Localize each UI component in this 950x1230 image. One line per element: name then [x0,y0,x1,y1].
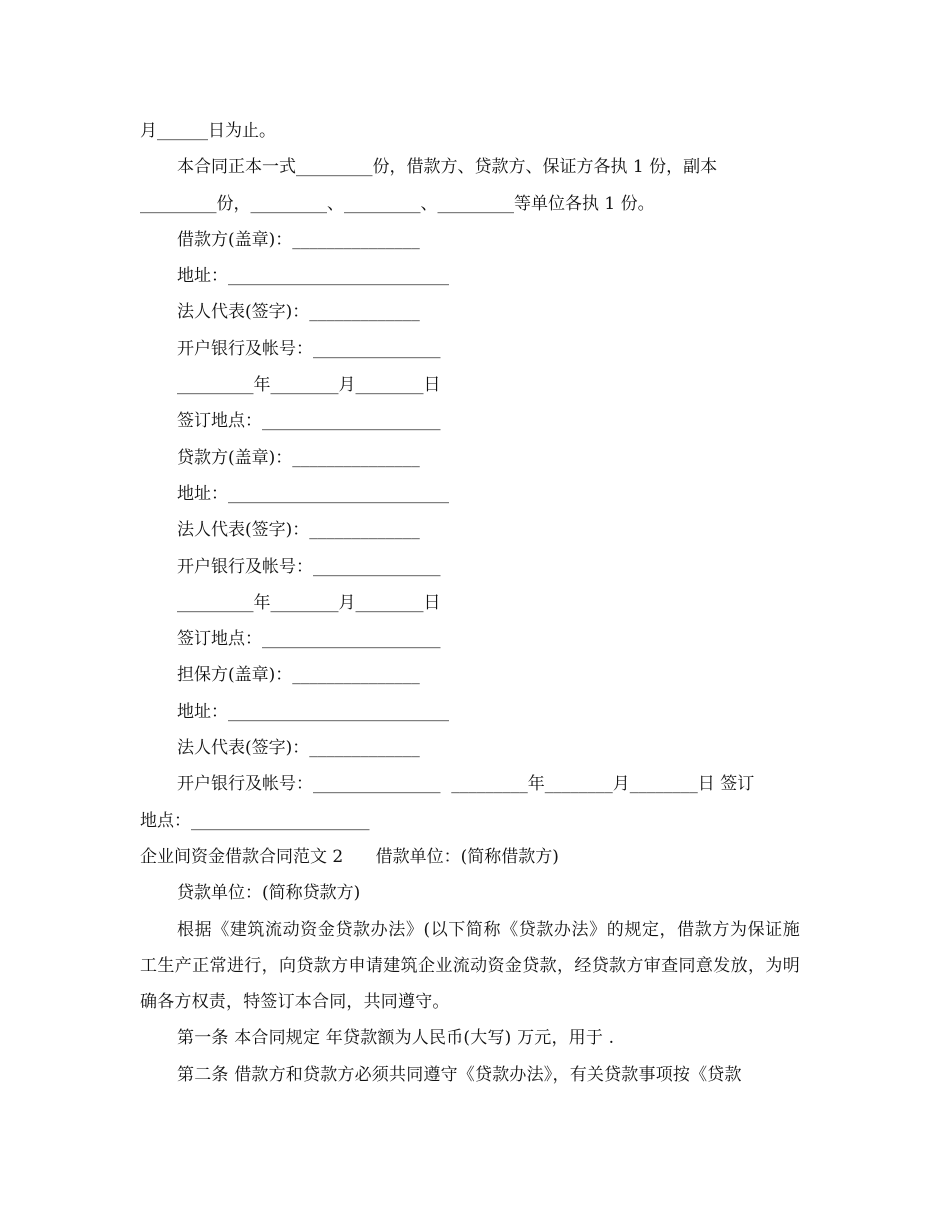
borrower-bank-account: 开户银行及帐号：_______________ [177,338,441,359]
guarantor-bank-account-date: 开户银行及帐号：_______________ _________年________月________日 签订 [177,774,755,795]
guarantor-address: 地址：__________________________ [177,701,449,722]
paragraph-article-2: 第二条 借款方和贷款方必须共同遵守《贷款办法》，有关贷款事项按《贷款 [177,1064,742,1085]
borrower-sign-place: 签订地点：_____________________ [177,411,441,432]
text-line-copies: 本合同正本一式_________份，借款方、贷款方、保证方各执 1 份，副本 [177,157,718,178]
paragraph-preamble: 根据《建筑流动资金贷款办法》(以下简称《贷款办法》的规定，借款方为保证施工生产正常进行，向贷款方申请建筑企业流动资金贷款，经贷款方审查同意发放，为明确各方权责，特签订本合同，共同遵守。 [140,919,800,1013]
guarantor-legal-rep: 法人代表(签字)：_____________ [177,738,420,759]
lender-legal-rep: 法人代表(签字)：_____________ [177,520,420,541]
lender-sign-place: 签订地点：_____________________ [177,629,441,650]
lender-unit-line: 贷款单位：(简称贷款方) [177,883,361,904]
lender-seal: 贷款方(盖章)：_______________ [177,447,420,468]
borrower-seal: 借款方(盖章)：_______________ [177,229,420,250]
section-title-sample-2: 企业间资金借款合同范文 2 借款单位：(简称借款方) [140,846,559,867]
lender-date: _________年________月________日 [177,592,441,613]
guarantor-sign-place: 地点：_____________________ [140,810,370,831]
guarantor-seal: 担保方(盖章)：_______________ [177,665,420,686]
borrower-address: 地址：__________________________ [177,266,449,287]
lender-address: 地址：__________________________ [177,483,449,504]
paragraph-article-1: 第一条 本合同规定 年贷款额为人民币(大写) 万元，用于 . [177,1028,615,1049]
text-line-copies-cont: _________份，_________、_________、_________等单位各执 1 份。 [140,193,655,214]
lender-bank-account: 开户银行及帐号：_______________ [177,556,441,577]
borrower-date: _________年________月________日 [177,375,441,396]
text-line-end-date: 月______日为止。 [140,121,276,141]
borrower-legal-rep: 法人代表(签字)：_____________ [177,302,420,323]
